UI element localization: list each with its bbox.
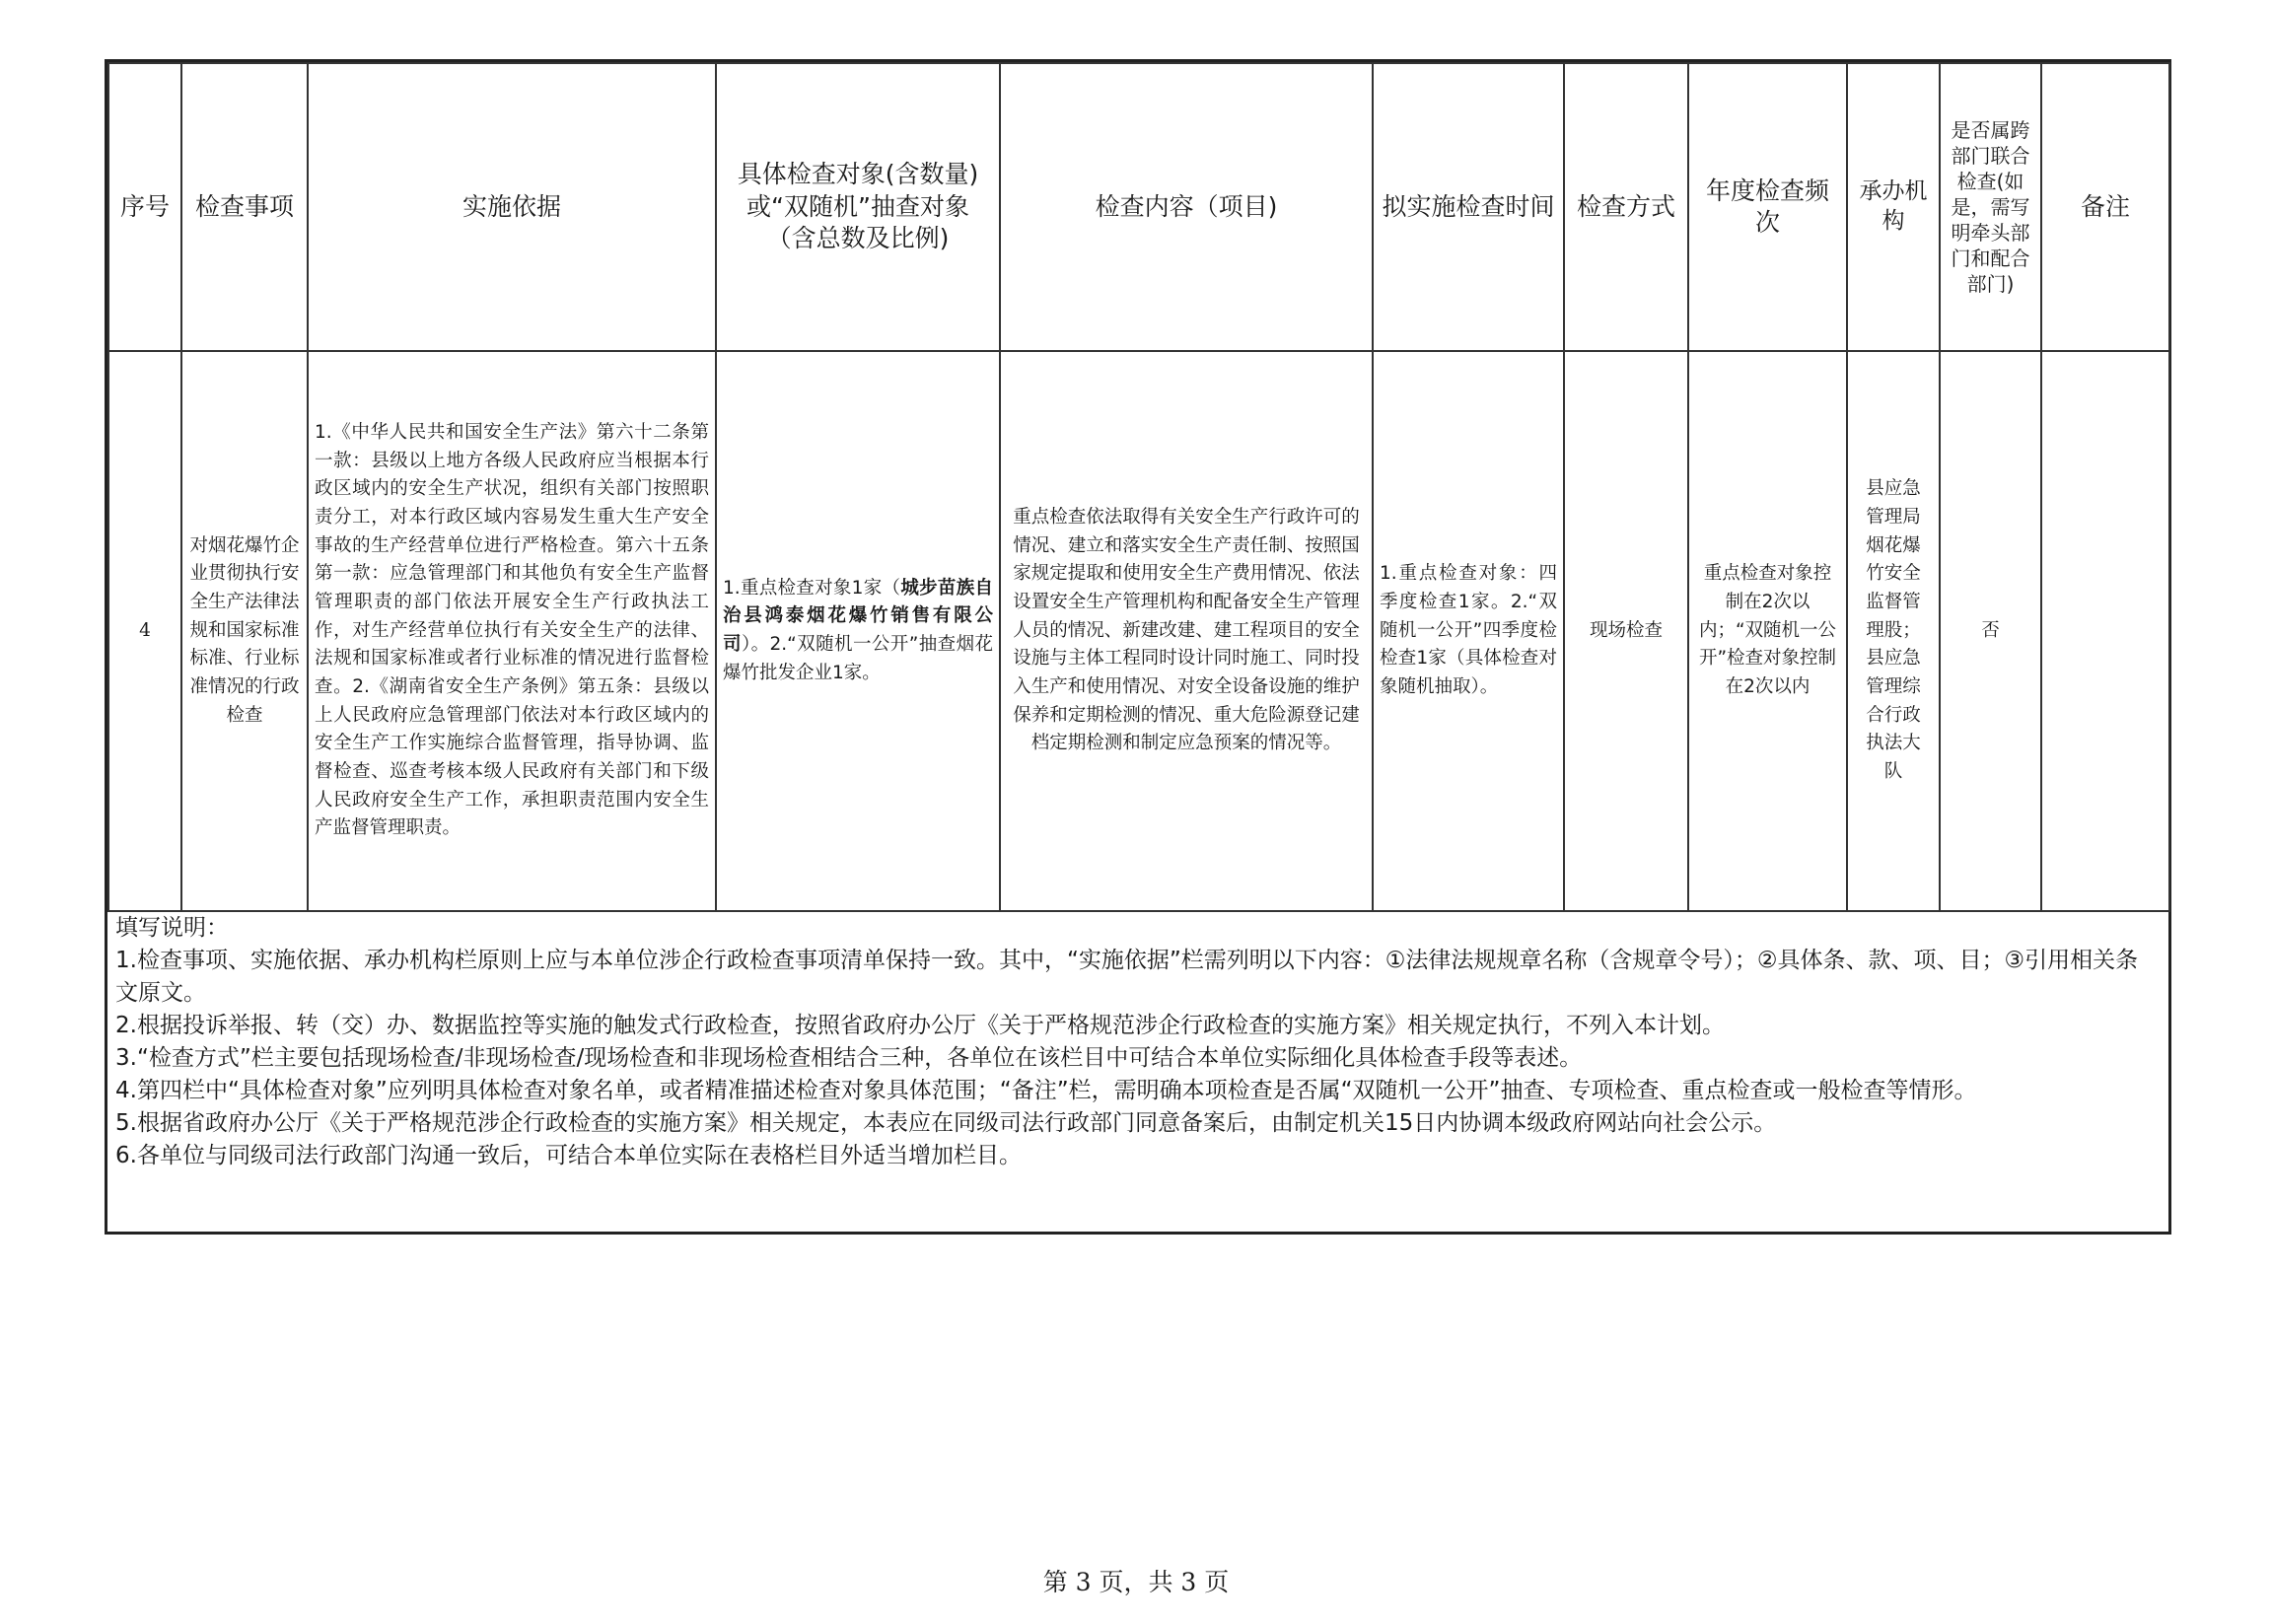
header-content: 检查内容（项目) xyxy=(1000,63,1373,351)
cell-item: 对烟花爆竹企业贯彻执行安全生产法律法规和国家标准标准、行业标准情况的行政检查 xyxy=(181,351,308,911)
header-time: 拟实施检查时间 xyxy=(1373,63,1564,351)
table-row xyxy=(108,351,2169,911)
header-object: 具体检查对象(含数量)或“双随机”抽查对象（含总数及比例) xyxy=(716,63,1000,351)
note-item: 2.根据投诉举报、转（交）办、数据监控等实施的触发式行政检查，按照省政府办公厅《关于严格规范涉企行政检查的实施方案》相关规定执行，不列入本计划。 xyxy=(115,1013,1725,1038)
note-item: 5.根据省政府办公厅《关于严格规范涉企行政检查的实施方案》相关规定，本表应在同级司法行政部门同意备案后，由制定机关15日内协调本级政府网站向社会公示。 xyxy=(115,1110,1777,1136)
cell-remark xyxy=(2041,351,2169,911)
inspection-plan-sheet xyxy=(105,59,2171,1235)
object-company: 城步苗族自治县鸿泰烟花爆竹销售有限公司 xyxy=(723,577,993,655)
cell-basis: 1.《中华人民共和国安全生产法》第六十二条第一款：县级以上地方各级人民政府应当根据本行政区域内的安全生产状况，组织有关部门按照职责分工，对本行政区域内容易发生重大生产安全事故的生产经营单位进行严格检查。第六十五条第一款：应急管理部门和其他负有安全生产监督管理职责的部门依法开展安全生产行政执法工作，对生产经营单位执行有关安全生产的法律、法规和国家标准或者行业标准的情况进行监督检查。2.《湖南省安全生产条例》第五条：县级以上人民政府应急管理部门依法对本行政区域内的安全生产工作实施综合监督管理，指导协调、监督检查、巡查考核本级人民政府有关部门和下级人民政府安全生产工作，承担职责范围内安全生产监督管理职责。 xyxy=(308,351,716,911)
header-method: 检查方式 xyxy=(1564,63,1688,351)
cell-seq: 4 xyxy=(108,351,181,911)
note-item: 1.检查事项、实施依据、承办机构栏原则上应与本单位涉企行政检查事项清单保持一致。其中，“实施依据”栏需列明以下内容：①法律法规规章名称（含规章令号）；②具体条、款、项、目；③引用相关条文原文。 xyxy=(115,948,2139,1006)
cell-agency: 县应急管理局烟花爆竹安全监督管理股；县应急管理综合行政执法大队 xyxy=(1847,351,1940,911)
notes-title: 填写说明： xyxy=(115,915,229,941)
cell-time: 1.重点检查对象：四季度检查1家。2.“双随机一公开”四季度检检查1家（具体检查对象随机抽取）。 xyxy=(1373,351,1564,911)
note-item: 6.各单位与同级司法行政部门沟通一致后，可结合本单位实际在表格栏目外适当增加栏目。 xyxy=(115,1143,1022,1168)
cell-joint: 否 xyxy=(1940,351,2041,911)
cell-object xyxy=(716,351,1000,911)
inspection-table xyxy=(107,62,2170,912)
header-agency: 承办机构 xyxy=(1847,63,1940,351)
object-prefix: 1.重点检查对象1家（ xyxy=(723,577,901,599)
cell-content: 重点检查依法取得有关安全生产行政许可的情况、建立和落实安全生产责任制、按照国家规定提取和使用安全生产费用情况、依法设置安全生产管理机构和配备安全生产管理人员的情况、新建改建、建工程项目的安全设施与主体工程同时设计同时施工、同时投入生产和使用情况、对安全设备设施的维护保养和定期检测的情况、重大危险源登记建档定期检测和制定应急预案的情况等。 xyxy=(1000,351,1373,911)
filling-instructions xyxy=(107,912,2168,1172)
cell-method: 现场检查 xyxy=(1564,351,1688,911)
header-row xyxy=(108,63,2169,351)
object-suffix: ）。2.“双随机一公开”抽查烟花爆竹批发企业1家。 xyxy=(723,634,993,683)
header-basis: 实施依据 xyxy=(308,63,716,351)
header-seq: 序号 xyxy=(108,63,181,351)
header-frequency: 年度检查频次 xyxy=(1688,63,1847,351)
note-item: 4.第四栏中“具体检查对象”应列明具体检查对象名单，或者精准描述检查对象具体范围；“备注”栏，需明确本项检查是否属“双随机一公开”抽查、专项检查、重点检查或一般检查等情形。 xyxy=(115,1078,1977,1103)
header-joint: 是否属跨部门联合检查(如是，需写明牵头部门和配合部门) xyxy=(1940,63,2041,351)
header-remark: 备注 xyxy=(2041,63,2169,351)
note-item: 3.“检查方式”栏主要包括现场检查/非现场检查/现场检查和非现场检查相结合三种，各单位在该栏目中可结合本单位实际细化具体检查手段等表述。 xyxy=(115,1045,1583,1071)
header-item: 检查事项 xyxy=(181,63,308,351)
cell-frequency: 重点检查对象控制在2次以内；“双随机一公开”检查对象控制在2次以内 xyxy=(1688,351,1847,911)
page-footer: 第 3 页，共 3 页 xyxy=(1042,1568,1230,1596)
